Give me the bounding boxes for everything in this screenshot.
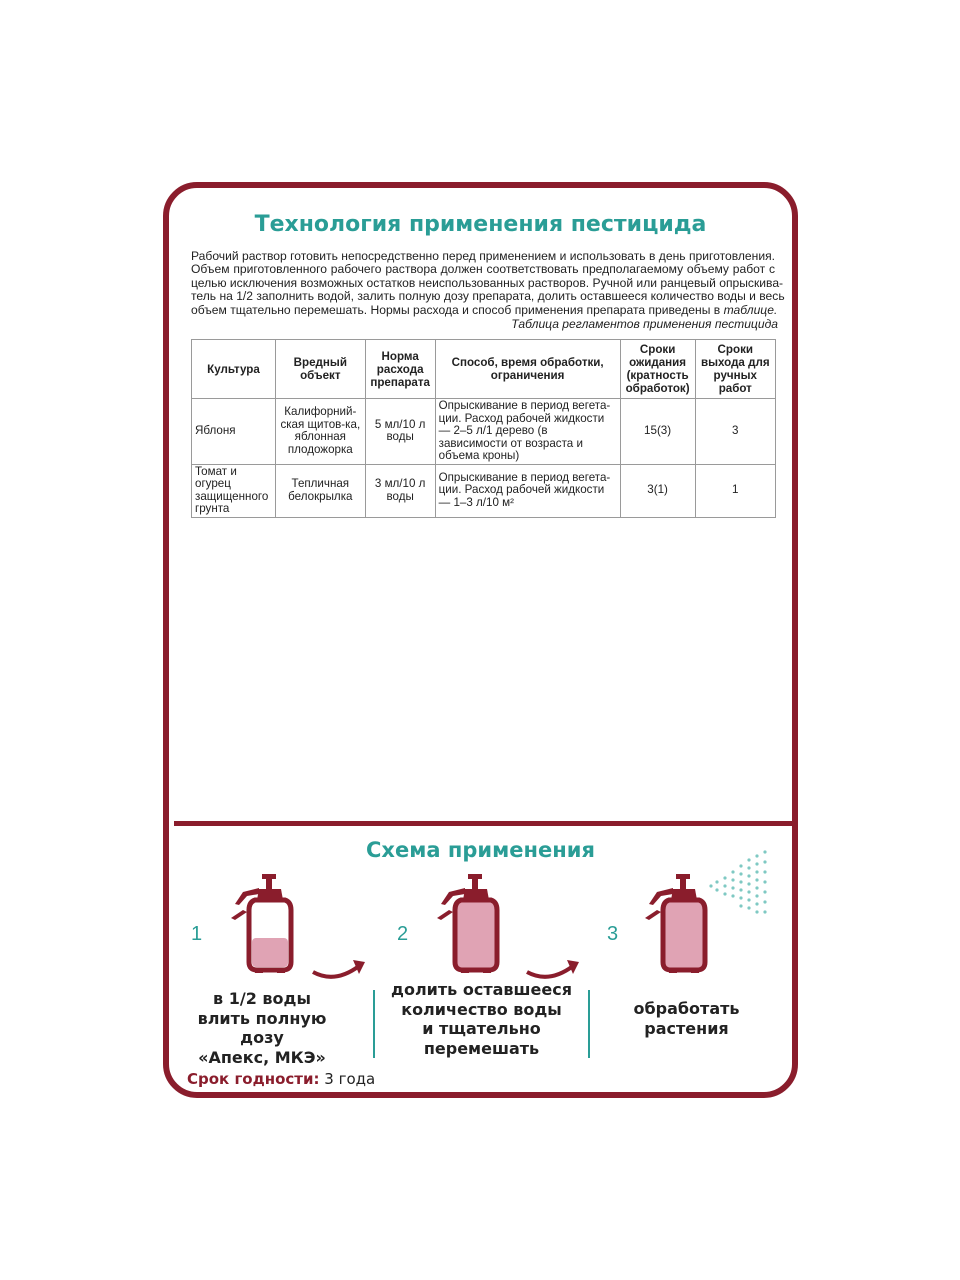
table-cell: 3 мл/10 л воды (365, 464, 435, 517)
table-header-cell: Культура (192, 340, 276, 399)
table-cell: 5 мл/10 л воды (365, 399, 435, 465)
table-cell: Опрыскивание в период вегета-ции. Расход рабочей жидкости — 1–3 л/10 м² (435, 464, 620, 517)
table-cell: Калифорний-ская щитов-ка, яблонная плодожорка (275, 399, 365, 465)
intro-line-text: объем тщательно перемешать. Нормы расхода и способ применения препарата приведены в (191, 302, 721, 317)
sprayer-bottle-icon (643, 874, 713, 974)
table-cell: 1 (695, 464, 775, 517)
step-number: 3 (607, 923, 619, 945)
sprayer-bottle-icon (229, 874, 299, 974)
table-header-cell: Вредный объект (275, 340, 365, 399)
section-divider (174, 821, 793, 826)
table-header-cell: Способ, время обработки, ограничения (435, 340, 620, 399)
table-row (192, 399, 776, 465)
shelf-life-label: Срок годности: (187, 1070, 320, 1088)
table-header-cell: Сроки ожидания (кратность обработок) (620, 340, 695, 399)
shelf-life-value: 3 года (324, 1070, 376, 1088)
step-separator (588, 990, 590, 1058)
table-row (192, 464, 776, 517)
table-cell: 15(3) (620, 399, 695, 465)
intro-paragraph (191, 249, 785, 317)
intro-line: Объем приготовленного рабочего раствора должен соответствовать предполагаемому объему работ с (191, 262, 775, 277)
regulations-table (191, 339, 776, 518)
step-2-text (384, 980, 579, 1058)
sprayer-bottle-icon (435, 874, 505, 974)
step-text-line: растения (644, 1018, 729, 1038)
step-text-line: влить полную дозу (197, 1008, 327, 1047)
table-cell: Опрыскивание в период вегета-ции. Расход рабочей жидкости — 2–5 л/1 дерево (в зависимости от возраста и объема кроны) (435, 399, 620, 465)
intro-italic-word: таблице. (723, 302, 778, 317)
step-text-line: «Апекс, МКЭ» (198, 1047, 326, 1067)
step-text-line: в 1/2 воды (213, 989, 311, 1008)
step-number: 2 (397, 923, 409, 945)
step-number: 1 (191, 923, 203, 945)
step-text-line: и тщательно (422, 1019, 541, 1038)
page-title: Технология применения пестицида (254, 212, 707, 237)
table-cell: 3 (695, 399, 775, 465)
shelf-life (187, 1070, 375, 1088)
table-header-row (192, 340, 776, 399)
step-text-line: долить оставшееся (391, 980, 572, 999)
step-3-text (599, 999, 774, 1038)
table-cell: Тепличная белокрылка (275, 464, 365, 517)
intro-line: тель на 1/2 заполнить водой, залить полную дозу препарата, долить оставшееся количество воды и весь (191, 289, 785, 304)
step-text-line: обработать (633, 999, 740, 1018)
table-cell: 3(1) (620, 464, 695, 517)
step-1-text (177, 989, 347, 1067)
step-text-line: перемешать (423, 1038, 540, 1058)
label-frame (163, 182, 798, 1098)
table-cell: Яблоня (192, 399, 276, 465)
intro-line-last (191, 302, 778, 317)
intro-line: Рабочий раствор готовить непосредственно перед применением и использовать в день приготовления. (191, 249, 775, 263)
table-header-cell: Сроки выхода для ручных работ (695, 340, 775, 399)
step-text-line: количество воды (401, 999, 562, 1019)
curved-arrow-icon (309, 954, 369, 984)
step-separator (373, 990, 375, 1058)
scheme-title: Схема применения (366, 838, 595, 862)
spray-mist-icon (705, 848, 769, 924)
table-header-cell: Норма расхода препарата (365, 340, 435, 399)
intro-line: целью исключения возможных остатков неиспользованных растворов. Ручной или ранцевый опрыскива- (191, 275, 784, 290)
table-caption: Таблица регламентов применения пестицида (511, 317, 778, 331)
table-cell: Томат и огурец защищенного грунта (192, 464, 276, 517)
